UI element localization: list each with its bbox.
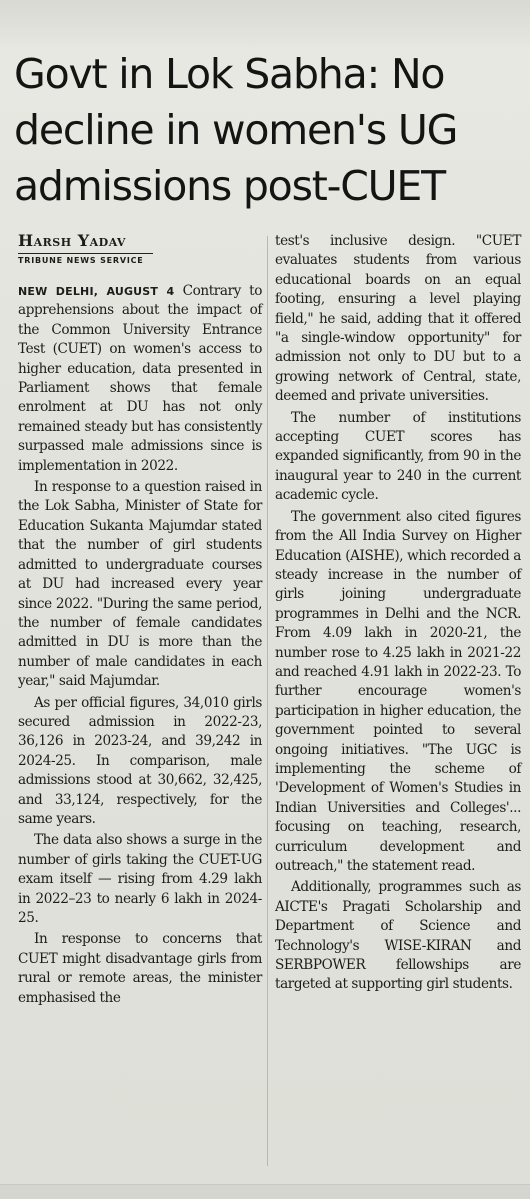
adjacent-article-bleed — [0, 0, 530, 46]
news-service: TRIBUNE NEWS SERVICE — [18, 253, 153, 265]
article-column-1 — [18, 282, 262, 1010]
paragraph-text: Contrary to apprehensions about the impact of the Common University Entrance Test (CUET) on women's access to higher education, data presented in Parliament shows that female enrolment at DU has not only remained steady but has consistently surpassed male admissions since is implementation in 2022. — [18, 283, 263, 474]
paragraph: In response to a question raised in the Lok Sabha, Minister of State for Education Sukanta Majumdar stated that the number of girl students admitted to undergraduate courses at DU had increased every year since 2022. "During the same period, the number of female candidates admitted in DU is more than the number of male candidates in each year," said Majumdar. — [18, 479, 262, 690]
paragraph: The number of institutions accepting CUET scores has expanded significantly, from 90 in the inaugural year to 240 in the current academic cycle. — [275, 409, 521, 504]
paragraph: In response to concerns that CUET might disadvantage girls from rural or remote areas, the minister emphasised the — [18, 931, 262, 1006]
byline — [18, 232, 268, 265]
article-column-2 — [275, 232, 521, 997]
paragraph: The government also cited figures from the All India Survey on Higher Education (AISHE), which recorded a steady increase in the number of girls joining undergraduate programmes in Delhi and the NCR. From 4.09 lakh in 2020-21, the number rose to 4.25 lakh in 2021-22 and reached 4.91 lakh in 2022-23. To further encourage women's participation in higher education, the government pointed to several ongoing initiatives. "The UGC is implementing the scheme of 'Development of Women's Studies in Indian Universities and Colleges'... focusing on teaching, research, curriculum development and outreach," the statement read. — [275, 508, 521, 874]
paragraph: test's inclusive design. "CUET evaluates students from various educational boards on an equal footing, ensuring a level playing field," he said, adding that it offered "a single-window opportunity" for admission not only to DU but to a growing network of Central, state, deemed and private universities. — [275, 233, 521, 405]
author-name: Harsh Yadav — [18, 231, 126, 250]
headline: Govt in Lok Sabha: No decline in women's UG admissions post-CUET — [14, 50, 458, 210]
paragraph: The data also shows a surge in the number of girls taking the CUET-UG exam itself — rising from 4.29 lakh in 2022–23 to nearly 6 lakh in 2024-25. — [18, 832, 262, 926]
dateline: NEW DELHI, AUGUST 4 — [18, 285, 175, 298]
paragraph: As per official figures, 34,010 girls secured admission in 2022-23, 36,126 in 2023-24, and 39,242 in 2024-25. In comparison, male admissions stood at 30,662, 32,425, and 33,124, respectively, for the same years. — [18, 694, 262, 827]
paragraph: Additionally, programmes such as AICTE's Pragati Scholarship and Department of Science and Technology's WISE-KIRAN and SERBPOWER fellowships are targeted at supporting girl students. — [275, 879, 521, 993]
page-edge — [0, 1184, 530, 1199]
paragraph — [18, 282, 262, 476]
column-divider — [267, 236, 268, 1166]
